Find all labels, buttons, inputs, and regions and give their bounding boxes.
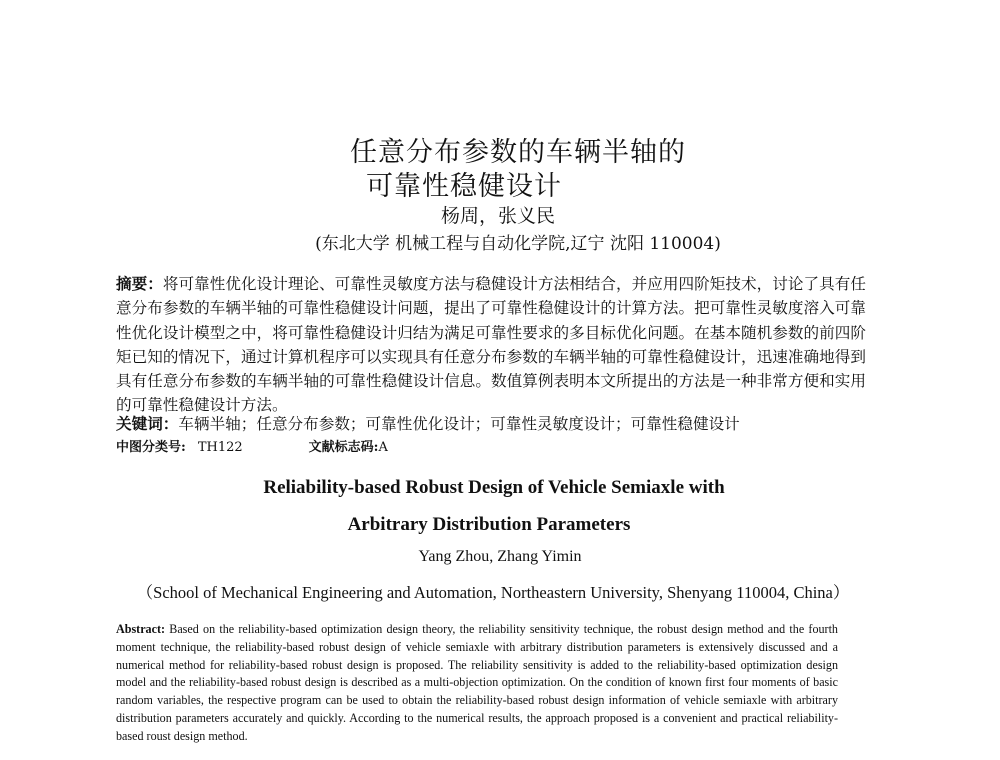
cn-title-line1: 任意分布参数的车辆半轴的: [350, 137, 686, 168]
cn-keywords-label: 关键词：: [116, 414, 179, 433]
cn-keywords-text: 车辆半轴；任意分布参数；可靠性优化设计；可靠性灵敏度设计；可靠性稳健设计: [178, 415, 740, 433]
cn-class-label: 中图分类号:: [116, 440, 186, 455]
en-title-line2: Arbitrary Distribution Parameters: [347, 514, 631, 535]
cn-class-value: TH122: [197, 440, 243, 455]
en-abstract: [116, 621, 838, 746]
cn-affiliation: (东北大学 机械工程与自动化学院,辽宁 沈阳 110004): [315, 234, 721, 254]
cn-title-line2: 可靠性稳健设计: [366, 171, 562, 202]
en-authors: Yang Zhou, Zhang Yimin: [418, 548, 582, 565]
cn-abstract-text: 将可靠性优化设计理论、可靠性灵敏度方法与稳健设计方法相结合，并应用四阶矩技术，讨论了具有任意分布参数的车辆半轴的可靠性稳健设计问题，提出了可靠性稳健设计的计算方法。把可靠性灵敏度溶入可靠性优化设计模型之中，将可靠性稳健设计归结为满足可靠性要求的多目标优化问题。在基本随机参数的前四阶矩已知的情况下，通过计算机程序可以实现具有任意分布参数的车辆半轴的可靠性稳健设计，迅速准确地得到具有任意分布参数的车辆半轴的可靠性稳健设计信息。数值算例表明本文所提出的方法是一种非常方便和实用的可靠性稳健设计方法。: [116, 275, 866, 415]
en-abstract-text: Based on the reliability-based optimization design theory, the reliability sensitivity technique, the robust design method and the fourth moment technique, the reliability-based robust design of vehicle semiaxle with arbitrary distribution parameters is extensively discussed and a numerical method for reliability-based robust design is proposed. The reliability sensitivity is added to the reliability-based optimization design model and the reliability-based robust design is described as a multi-objection optimization. On the condition of known first four moments of basic random variables, the respective program can be used to obtain the reliability-based robust design information of vehicle semiaxle with arbitrary distribution parameters accurately and quickly. According to the numerical results, the approach proposed is a convenient and practical reliability-based roust design method.: [116, 622, 838, 743]
cn-doccode-value: A: [378, 440, 388, 455]
en-affiliation: （School of Mechanical Engineering and Automation, Northeastern University, Shenyang 110004, China）: [136, 583, 850, 602]
en-title-line1: Reliability-based Robust Design of Vehicle Semiaxle with: [263, 477, 725, 498]
en-abstract-label: Abstract:: [116, 622, 166, 636]
cn-doccode-label: 文献标志码:: [308, 440, 379, 455]
cn-authors: 杨周，张义民: [440, 205, 555, 227]
cn-keywords: [116, 414, 876, 434]
cn-abstract: [116, 272, 866, 418]
cn-abstract-label: 摘要：: [116, 274, 163, 293]
cn-classification: [116, 439, 716, 457]
